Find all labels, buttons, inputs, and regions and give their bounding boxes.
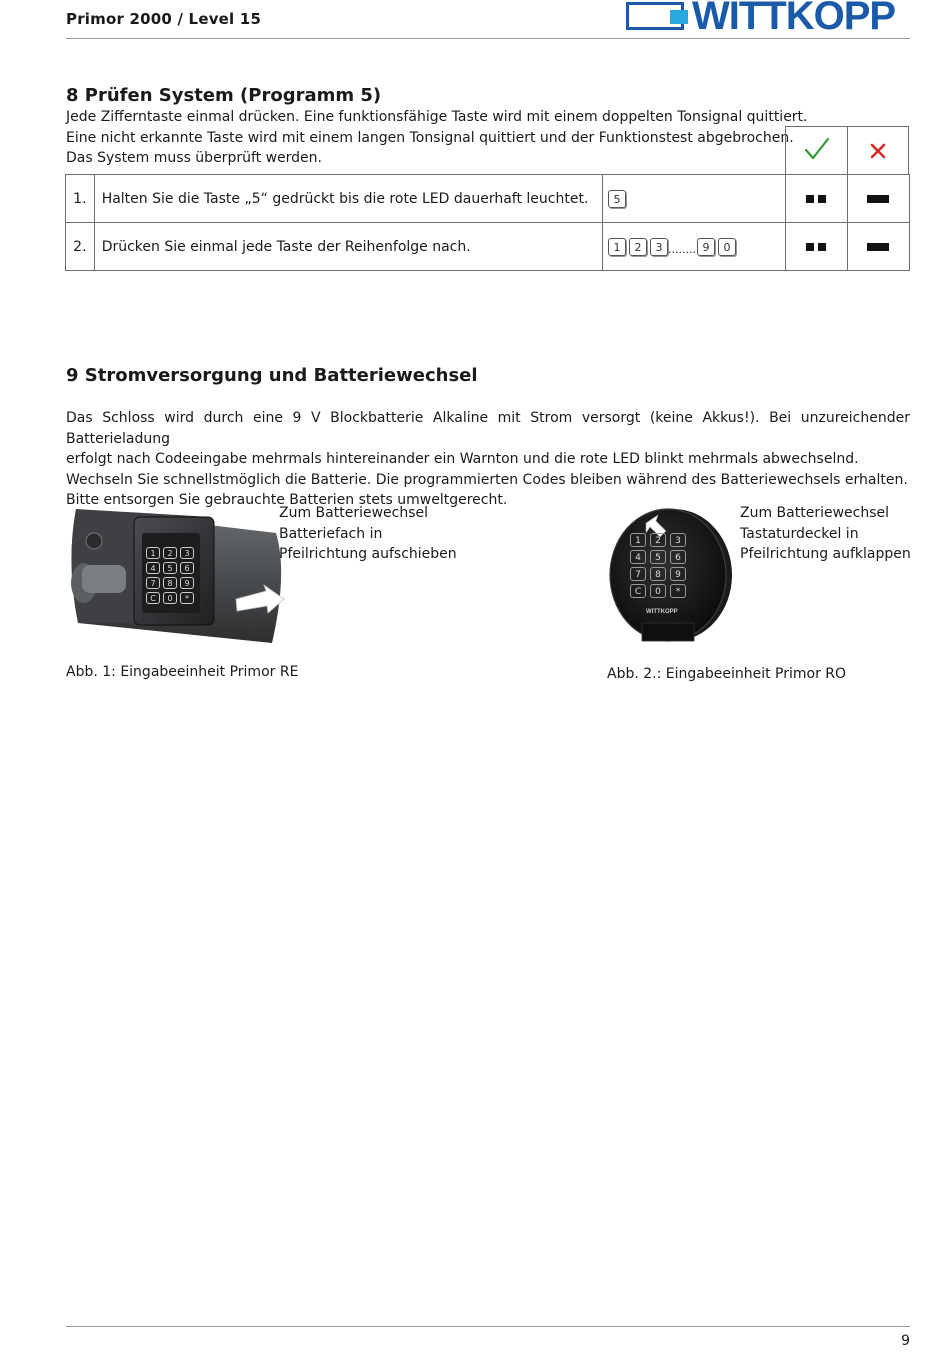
- ellipsis: ........: [667, 242, 696, 256]
- short-beep-icon: [818, 243, 826, 251]
- intro-line: Jede Zifferntaste einmal drücken. Eine funktionsfähige Taste wird mit einem doppelten Tonsignal quittiert.: [66, 109, 808, 125]
- para-line: Bitte entsorgen Sie gebrauchte Batterien stets umweltgerecht.: [66, 492, 508, 508]
- keypad-key: 1: [146, 547, 160, 559]
- note-line: Tastaturdeckel in: [740, 525, 859, 542]
- keypad-key: 1: [630, 533, 646, 547]
- ok-signal: [785, 175, 847, 223]
- keypad-key: C: [630, 584, 646, 598]
- table-row: [66, 223, 910, 271]
- logo-accent: [670, 10, 688, 24]
- keypad-key: 0: [163, 592, 177, 604]
- keypad-key: 2: [650, 533, 666, 547]
- keypad-key: 5: [163, 562, 177, 574]
- step-number: 1.: [66, 175, 95, 223]
- long-beep-icon: [867, 243, 889, 251]
- logo-text: WITTKOPP: [692, 0, 896, 38]
- keypad-key: 8: [650, 567, 666, 581]
- note-line: Zum Batteriewechsel: [279, 505, 429, 521]
- key-icon: 2: [629, 238, 647, 256]
- keypad-key: 7: [146, 577, 160, 589]
- para-line: erfolgt nach Codeeingabe mehrmals hintereinander ein Warnton und die rote LED blinkt mehrmals abwechselnd.: [66, 451, 859, 467]
- key-icon: 5: [608, 190, 626, 208]
- key-icon: 9: [697, 238, 715, 256]
- keypad-key: 5: [650, 550, 666, 564]
- figure-2-note: [740, 503, 911, 565]
- short-beep-icon: [806, 195, 814, 203]
- keypad-key: *: [180, 592, 194, 604]
- keypad-key: 4: [146, 562, 160, 574]
- section-9-heading: 9 Stromversorgung und Batteriewechsel: [66, 365, 478, 386]
- key-icon: 0: [718, 238, 736, 256]
- figure-1-caption: Abb. 1: Eingabeeinheit Primor RE: [66, 664, 299, 680]
- section-8-heading: 8 Prüfen System (Programm 5): [66, 85, 382, 106]
- keypad-key: 2: [163, 547, 177, 559]
- page-number: 9: [901, 1333, 910, 1349]
- result-header: [785, 126, 909, 174]
- note-line: Pfeilrichtung aufschieben: [279, 546, 457, 562]
- intro-line: Das System muss überprüft werden.: [66, 150, 322, 166]
- short-beep-icon: [806, 243, 814, 251]
- footer-divider: [66, 1326, 910, 1327]
- note-line: Zum Batteriewechsel: [740, 505, 890, 521]
- para-line: Wechseln Sie schnellstmöglich die Batterie. Die programmierten Codes bleiben während des Batteriewechsels erhalten.: [66, 471, 908, 488]
- keypad-key: 6: [180, 562, 194, 574]
- wittkopp-logo: [626, 0, 910, 36]
- primor-re-image: [66, 503, 288, 646]
- program-steps-table: [65, 174, 910, 271]
- note-line: Batteriefach in: [279, 525, 383, 542]
- keypad-key: 6: [670, 550, 686, 564]
- keypad-key: C: [146, 592, 160, 604]
- keypad-key: 3: [180, 547, 194, 559]
- primor-ro-image: [606, 505, 734, 645]
- table-row: [66, 175, 910, 223]
- keypad-key: 0: [650, 584, 666, 598]
- keypad-key: 8: [163, 577, 177, 589]
- header-divider: [66, 38, 910, 39]
- keypad-key: *: [670, 584, 686, 598]
- keypad-grid: [146, 547, 194, 604]
- device-brand-label: WITTKOPP: [646, 609, 678, 615]
- figure-1-note: [279, 503, 457, 565]
- section-8-intro: [66, 107, 808, 169]
- figure-2-caption: Abb. 2.: Eingabeeinheit Primor RO: [607, 666, 847, 682]
- keypad-key: 3: [670, 533, 686, 547]
- key-icon: 3: [650, 238, 668, 256]
- keypad-key: 9: [180, 577, 194, 589]
- step-keys: [602, 223, 785, 271]
- keypad-key: 9: [670, 567, 686, 581]
- short-beep-icon: [818, 195, 826, 203]
- note-line: Pfeilrichtung aufklappen: [740, 546, 911, 562]
- keypad-key: 7: [630, 567, 646, 581]
- ok-signal: [785, 223, 847, 271]
- error-signal: [847, 223, 909, 271]
- cross-icon: [869, 143, 887, 159]
- step-text: Halten Sie die Taste „5“ gedrückt bis die rote LED dauerhaft leuchtet.: [94, 175, 602, 223]
- document-title: Primor 2000 / Level 15: [66, 10, 262, 28]
- step-number: 2.: [66, 223, 95, 271]
- error-signal: [847, 175, 909, 223]
- keypad-key: 4: [630, 550, 646, 564]
- long-beep-icon: [867, 195, 889, 203]
- keypad-grid: [630, 533, 690, 598]
- step-text: Drücken Sie einmal jede Taste der Reihenfolge nach.: [94, 223, 602, 271]
- key-icon: 1: [608, 238, 626, 256]
- checkmark-icon: [804, 137, 830, 161]
- step-keys: [602, 175, 785, 223]
- intro-line: Eine nicht erkannte Taste wird mit einem langen Tonsignal quittiert und der Funktionstest abgebrochen.: [66, 129, 794, 146]
- section-9-text: [66, 408, 910, 511]
- para-line: Das Schloss wird durch eine 9 V Blockbatterie Alkaline mit Strom versorgt (keine Akkus!). Bei unzureichender Batterieladung: [66, 410, 910, 447]
